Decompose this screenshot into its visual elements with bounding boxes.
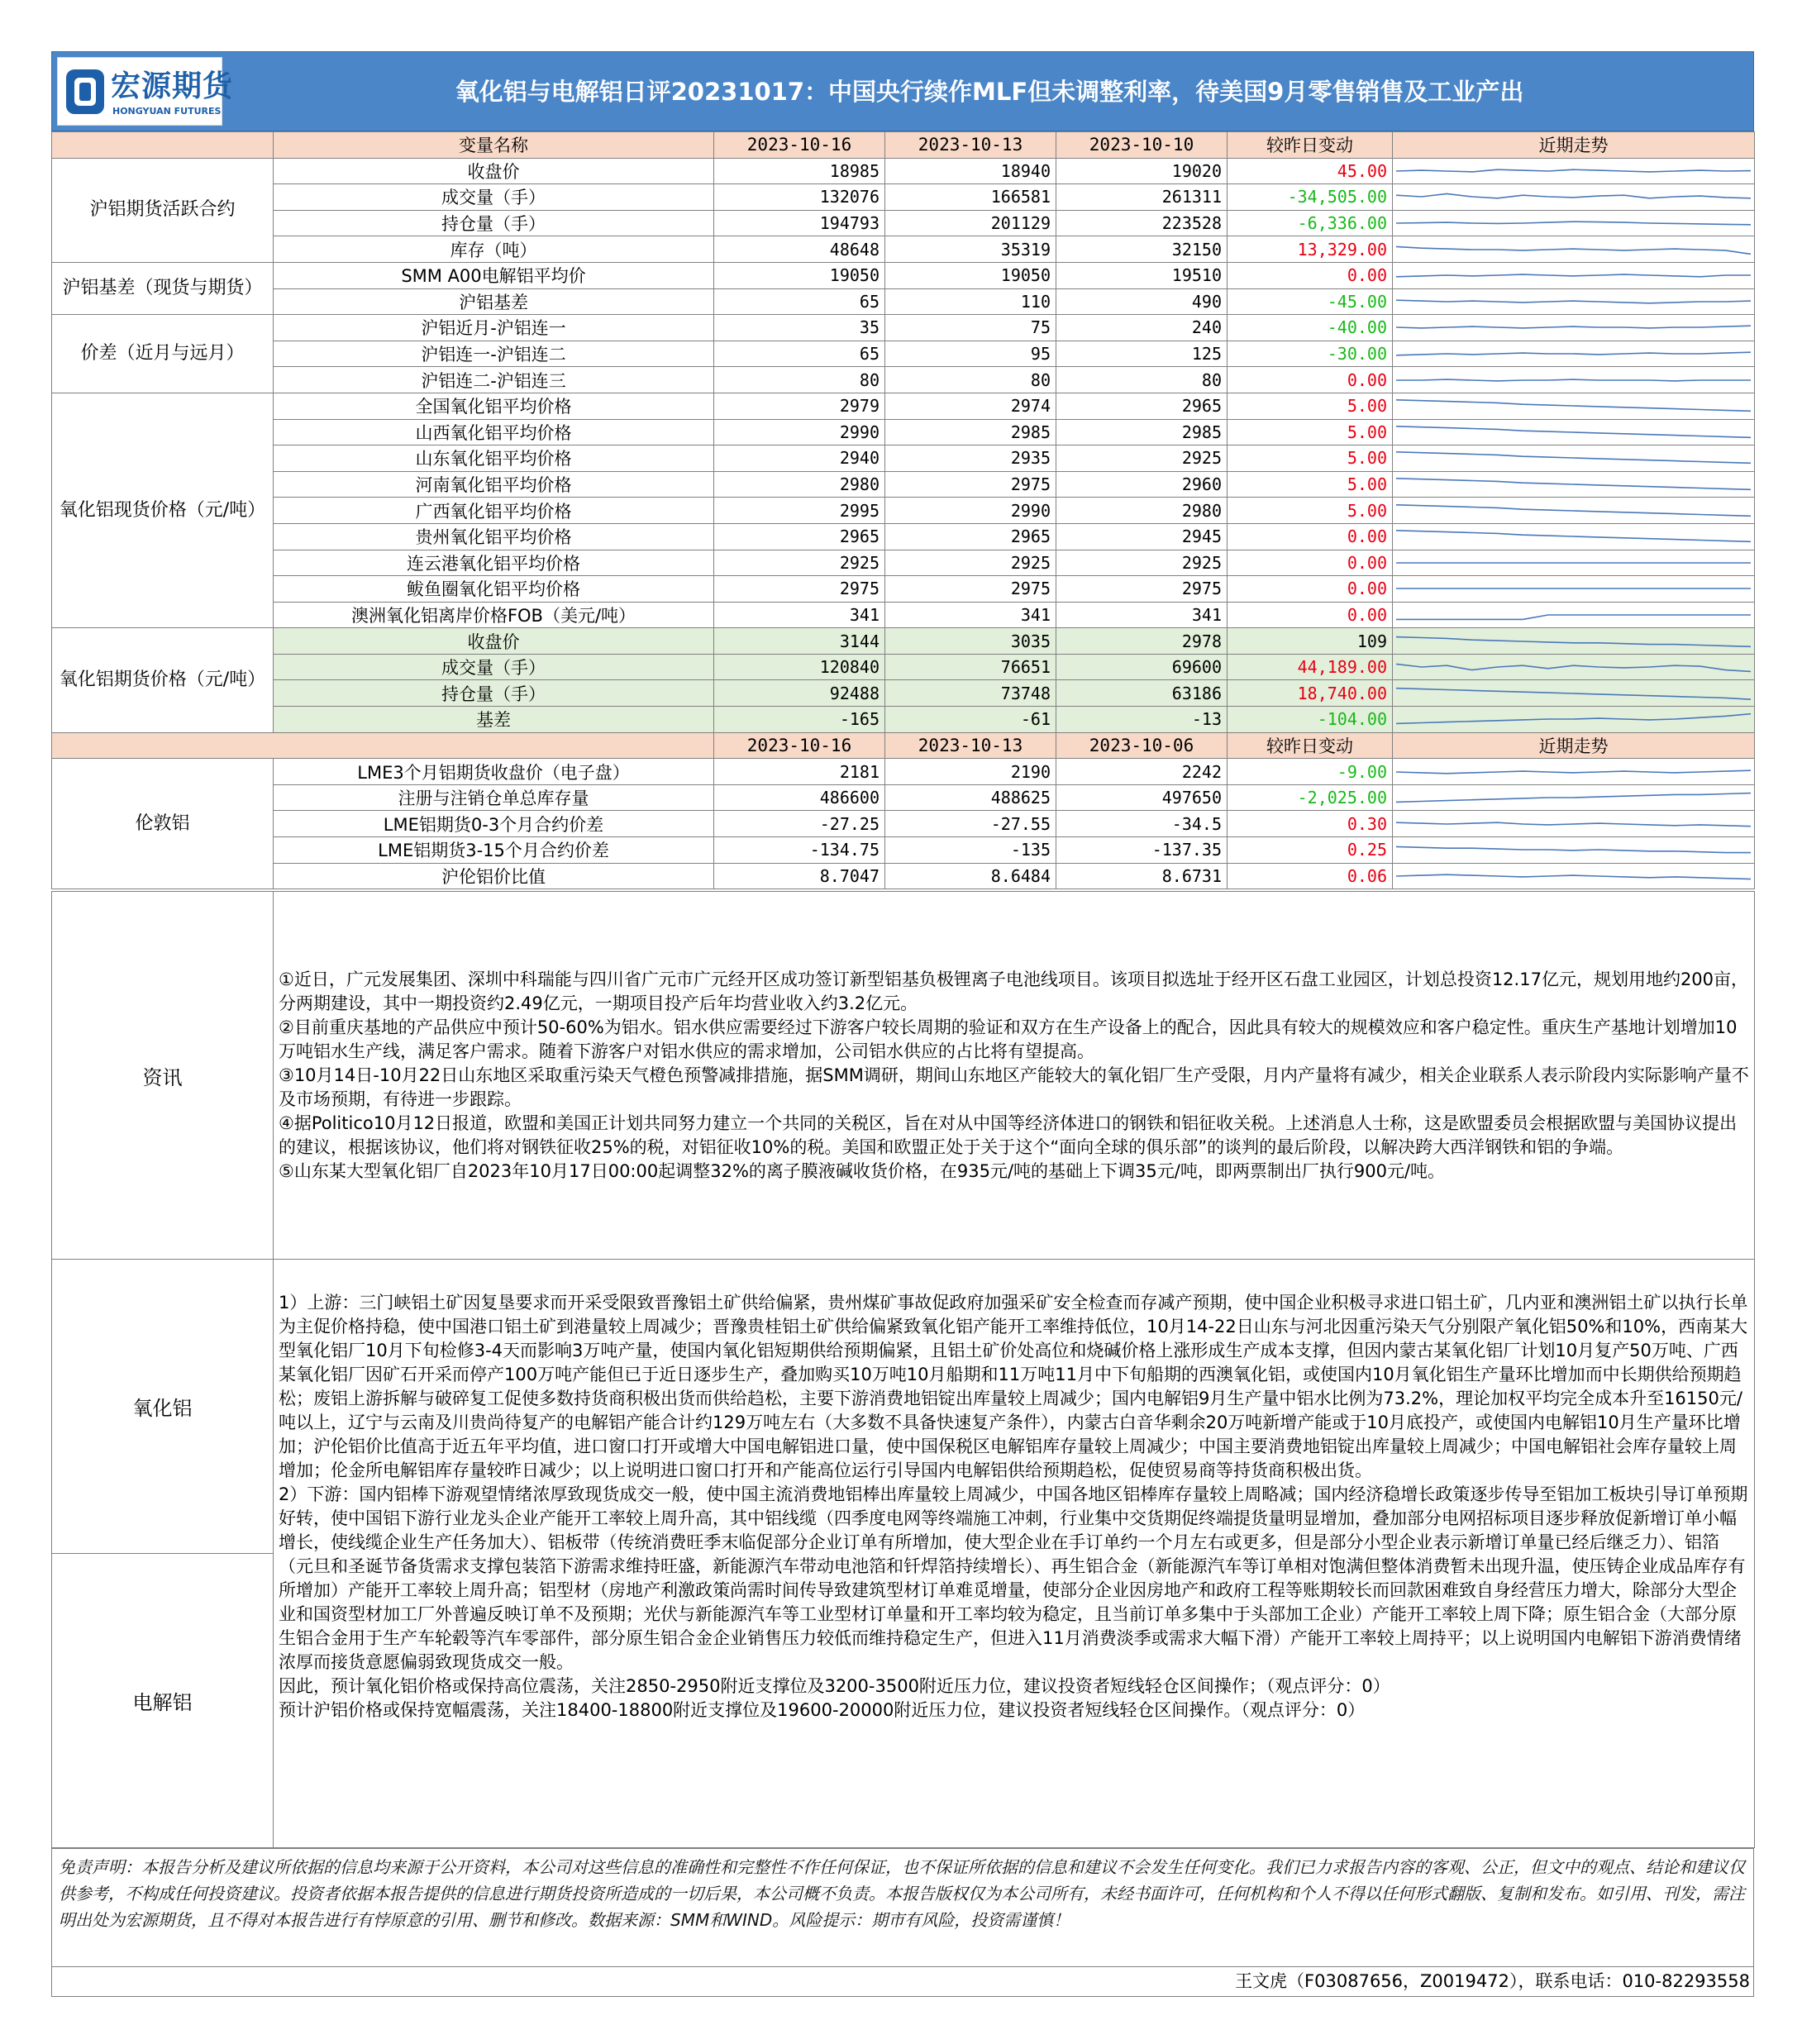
value-cell: -27.55 — [885, 811, 1056, 837]
value-cell: 497650 — [1056, 784, 1228, 811]
row-group-label: 伦敦铝 — [52, 759, 274, 889]
trend-line — [1396, 527, 1751, 546]
table-row — [52, 628, 1755, 655]
value-cell: 2979 — [714, 393, 885, 419]
trend-line — [1396, 502, 1751, 520]
variable-name: 连云港氧化铝平均价格 — [274, 550, 714, 576]
change-cell: 0.00 — [1228, 523, 1393, 550]
value-cell: 132076 — [714, 184, 885, 211]
header-cell: 近期走势 — [1393, 732, 1755, 759]
value-cell: 2975 — [1056, 576, 1228, 603]
trend-line — [1396, 632, 1751, 650]
trend-line — [1396, 318, 1751, 336]
header-cell: 近期走势 — [1393, 132, 1755, 159]
table-row — [52, 707, 1755, 733]
value-cell: 341 — [714, 602, 885, 628]
trend-sparkline — [1393, 315, 1755, 341]
hongyuan-logo-icon — [64, 66, 106, 117]
change-cell: 5.00 — [1228, 393, 1393, 419]
variable-name: 注册与注销仓单总库存量 — [274, 784, 714, 811]
table-row — [52, 158, 1755, 184]
commentary-table — [51, 891, 1755, 1848]
value-cell: 19050 — [714, 262, 885, 288]
value-cell: 201129 — [885, 210, 1056, 236]
variable-name: 沪铝连一-沪铝连二 — [274, 341, 714, 367]
market-data-table — [51, 131, 1755, 889]
trend-sparkline — [1393, 707, 1755, 733]
value-cell: 2980 — [1056, 498, 1228, 524]
header-cell: 2023-10-13 — [885, 732, 1056, 759]
trend-line — [1396, 214, 1751, 232]
change-cell: 5.00 — [1228, 445, 1393, 472]
variable-name: 广西氧化铝平均价格 — [274, 498, 714, 524]
value-cell: 2978 — [1056, 628, 1228, 655]
change-cell: -40.00 — [1228, 315, 1393, 341]
change-cell: 0.25 — [1228, 837, 1393, 864]
value-cell: 2990 — [885, 498, 1056, 524]
logo-text-cn: 宏源期货 — [111, 69, 234, 103]
header-corner — [52, 732, 714, 759]
change-cell: 109 — [1228, 628, 1393, 655]
value-cell: 2980 — [714, 471, 885, 498]
value-cell: 92488 — [714, 680, 885, 707]
trend-line — [1396, 293, 1751, 311]
trend-sparkline — [1393, 628, 1755, 655]
change-cell: 5.00 — [1228, 498, 1393, 524]
trend-line — [1396, 266, 1751, 284]
change-cell: 45.00 — [1228, 158, 1393, 184]
trend-sparkline — [1393, 419, 1755, 445]
value-cell: 32150 — [1056, 236, 1228, 263]
change-cell: 0.06 — [1228, 863, 1393, 889]
table-row — [52, 184, 1755, 211]
variable-name: LME3个月铝期货收盘价（电子盘） — [274, 759, 714, 785]
value-cell: 65 — [714, 288, 885, 315]
trend-line — [1396, 554, 1751, 572]
aluminum-outlook: 预计沪铝价格或保持宽幅震荡，关注18400-18800附近支撑位及19600-20000附近压力位，建议投资者短线轻仓区间操作。（观点评分：0） — [279, 1700, 1366, 1720]
trend-line — [1396, 815, 1751, 833]
trend-sparkline — [1393, 341, 1755, 367]
variable-name: 河南氧化铝平均价格 — [274, 471, 714, 498]
value-cell: 2925 — [885, 550, 1056, 576]
value-cell: 80 — [714, 367, 885, 393]
change-cell: 5.00 — [1228, 419, 1393, 445]
variable-name: 持仓量（手） — [274, 680, 714, 707]
table-row — [52, 288, 1755, 315]
variable-name: 成交量（手） — [274, 184, 714, 211]
change-cell: -9.00 — [1228, 759, 1393, 785]
trend-sparkline — [1393, 236, 1755, 263]
value-cell: 341 — [885, 602, 1056, 628]
trend-line — [1396, 162, 1751, 180]
table-row — [52, 471, 1755, 498]
change-cell: -2,025.00 — [1228, 784, 1393, 811]
value-cell: 110 — [885, 288, 1056, 315]
trend-sparkline — [1393, 811, 1755, 837]
variable-name: 贵州氧化铝平均价格 — [274, 523, 714, 550]
change-cell: 44,189.00 — [1228, 654, 1393, 680]
variable-name: 沪铝近月-沪铝连一 — [274, 315, 714, 341]
variable-name: 成交量（手） — [274, 654, 714, 680]
variable-name: 沪铝基差 — [274, 288, 714, 315]
table-row — [52, 341, 1755, 367]
change-cell: 0.00 — [1228, 576, 1393, 603]
trend-line — [1396, 475, 1751, 493]
table-row — [52, 550, 1755, 576]
value-cell: 73748 — [885, 680, 1056, 707]
trend-line — [1396, 867, 1751, 885]
downstream-analysis: 2）下游：国内铝棒下游观望情绪浓厚致现货成交一般，使中国主流消费地铝棒出库量较上周减少，中国各地区铝棒库存量较上周略减；国内经济稳增长政策逐步传导至铝加工板块引导订单预期好转，使中国铝下游行业龙头企业产能开工率较上周升高，其中铝线缆（四季度电网等终端施工冲刺，行业集中交货期促终端提货量明显增加，叠加部分电网招标项目逐步释放促新增订单小幅增长，使线缆企业生产任务加大）、铝板带（传统消费旺季末临促部分企业订单有所增加，使大型企业在手订单约一个月左右或更多，但是部分小型企业表示新增订单量已经后继乏力）、铝箔（元旦和圣诞节备货需求支撑包装箔下游需求维持旺盛，新能源汽车带动电池箔和钎焊箔持续增长）、再生铝合金（新能源汽车等订单相对饱满但整体消费暂未出现升温，使压铸企业成品库存有所增加）产能开工率较上周升高；铝型材（房地产利激政策尚需时间传导致建筑型材订单难觅增量，使部分企业因房地产和政府工程等账期较长而回款困难致自身经营压力增大，除部分大型企业和国资型材加工厂外普遍反映订单不及预期；光伏与新能源汽车等工业型材订单量和开工率均较为稳定，且当前订单多集中于头部加工企业）产能开工率较上周下降；原生铝合金（大部分原生铝合金用于生产车轮毂等汽车零部件，部分原生铝合金企业销售压力较低而维持稳定生产，但进入11月消费淡季或需求大幅下滑）产能开工率较上周持平；以上说明国内电解铝下游消费情绪浓厚而接货意愿偏弱致现货成交一般。 — [279, 1484, 1748, 1672]
trend-sparkline — [1393, 863, 1755, 889]
table-row — [52, 759, 1755, 785]
news-item: ②目前重庆基地的产品供应中预计50-60%为铝水。铝水供应需要经过下游客户较长周期的验证和双方在生产设备上的配合，因此具有较大的规模效应和客户稳定性。重庆生产基地计划增加10万吨铝水生产线，满足客户需求。随着下游客户对铝水供应的需求增加，公司铝水供应的占比将有望提高。 — [279, 1017, 1738, 1061]
table-row — [52, 315, 1755, 341]
table-row — [52, 863, 1755, 889]
value-cell: 341 — [1056, 602, 1228, 628]
value-cell: 490 — [1056, 288, 1228, 315]
row-group-label: 沪铝基差（现货与期货） — [52, 262, 274, 314]
value-cell: 223528 — [1056, 210, 1228, 236]
value-cell: 2960 — [1056, 471, 1228, 498]
trend-line — [1396, 841, 1751, 859]
value-cell: 2990 — [714, 419, 885, 445]
value-cell: 486600 — [714, 784, 885, 811]
value-cell: -137.35 — [1056, 837, 1228, 864]
variable-name: 山东氧化铝平均价格 — [274, 445, 714, 472]
value-cell: 75 — [885, 315, 1056, 341]
value-cell: 8.6484 — [885, 863, 1056, 889]
trend-line — [1396, 241, 1751, 259]
table-header-row — [52, 732, 1755, 759]
trend-sparkline — [1393, 498, 1755, 524]
variable-name: 澳洲氧化铝离岸价格FOB（美元/吨） — [274, 602, 714, 628]
trend-line — [1396, 188, 1751, 206]
notes-group-label: 电解铝 — [52, 1554, 274, 1848]
trend-sparkline — [1393, 602, 1755, 628]
analyst-contact: 王文虎（F03087656，Z0019472），联系电话：010-82293558 — [51, 1967, 1754, 1997]
value-cell: 2935 — [885, 445, 1056, 472]
value-cell: 2974 — [885, 393, 1056, 419]
disclaimer: 免责声明：本报告分析及建议所依据的信息均来源于公开资料，本公司对这些信息的准确性和完整性不作任何保证，也不保证所依据的信息和建议不会发生任何变化。我们已力求报告内容的客观、公正，但文中的观点、结论和建议仅供参考，不构成任何投资建议。投资者依据本报告提供的信息进行期货投资所造成的一切后果，本公司概不负责。本报告版权仅为本公司所有，未经书面许可，任何机构和个人不得以任何形式翻版、复制和发布。如引用、刊发，需注明出处为宏源期货，且不得对本报告进行有悖原意的引用、删节和修改。数据来源：SMM和WIND。风险提示：期市有风险，投资需谨慎！ — [51, 1848, 1754, 1967]
table-row — [52, 445, 1755, 472]
change-cell: 0.00 — [1228, 602, 1393, 628]
value-cell: -61 — [885, 707, 1056, 733]
value-cell: 3035 — [885, 628, 1056, 655]
value-cell: 2181 — [714, 759, 885, 785]
variable-name: 基差 — [274, 707, 714, 733]
trend-line — [1396, 789, 1751, 807]
value-cell: 69600 — [1056, 654, 1228, 680]
trend-line — [1396, 449, 1751, 467]
table-row — [52, 837, 1755, 864]
trend-sparkline — [1393, 680, 1755, 707]
trend-sparkline — [1393, 523, 1755, 550]
value-cell: 125 — [1056, 341, 1228, 367]
table-header-row — [52, 132, 1755, 159]
trend-line — [1396, 579, 1751, 598]
variable-name: 鲅鱼圈氧化铝平均价格 — [274, 576, 714, 603]
trend-sparkline — [1393, 550, 1755, 576]
value-cell: 194793 — [714, 210, 885, 236]
table-row — [52, 419, 1755, 445]
value-cell: 2975 — [885, 576, 1056, 603]
table-row — [52, 602, 1755, 628]
value-cell: 2975 — [714, 576, 885, 603]
value-cell: 2995 — [714, 498, 885, 524]
value-cell: 76651 — [885, 654, 1056, 680]
header-corner — [52, 132, 274, 159]
variable-name: LME铝期货3-15个月合约价差 — [274, 837, 714, 864]
trend-sparkline — [1393, 576, 1755, 603]
header-cell: 2023-10-16 — [714, 732, 885, 759]
variable-name: LME铝期货0-3个月合约价差 — [274, 811, 714, 837]
row-group-label: 价差（近月与远月） — [52, 315, 274, 393]
value-cell: -165 — [714, 707, 885, 733]
header-cell: 较昨日变动 — [1228, 732, 1393, 759]
change-cell: -6,336.00 — [1228, 210, 1393, 236]
table-row — [52, 367, 1755, 393]
trend-sparkline — [1393, 210, 1755, 236]
variable-name: SMM A00电解铝平均价 — [274, 262, 714, 288]
header-cell: 2023-10-06 — [1056, 732, 1228, 759]
table-row — [52, 498, 1755, 524]
trend-sparkline — [1393, 393, 1755, 419]
value-cell: 19050 — [885, 262, 1056, 288]
trend-line — [1396, 658, 1751, 676]
trend-sparkline — [1393, 367, 1755, 393]
change-cell: -30.00 — [1228, 341, 1393, 367]
value-cell: 2242 — [1056, 759, 1228, 785]
table-row — [52, 262, 1755, 288]
variable-name: 收盘价 — [274, 628, 714, 655]
table-row — [52, 523, 1755, 550]
value-cell: 2945 — [1056, 523, 1228, 550]
value-cell: 166581 — [885, 184, 1056, 211]
value-cell: 2985 — [885, 419, 1056, 445]
logo-text-en: HONGYUAN FUTURES — [112, 106, 222, 117]
value-cell: 3144 — [714, 628, 885, 655]
trend-line — [1396, 397, 1751, 415]
value-cell: 19020 — [1056, 158, 1228, 184]
header-cell: 2023-10-13 — [885, 132, 1056, 159]
value-cell: -13 — [1056, 707, 1228, 733]
news-section — [274, 892, 1755, 1260]
table-row — [52, 576, 1755, 603]
variable-name: 收盘价 — [274, 158, 714, 184]
value-cell: 2925 — [714, 550, 885, 576]
value-cell: 80 — [1056, 367, 1228, 393]
trend-line — [1396, 606, 1751, 624]
trend-line — [1396, 710, 1751, 728]
variable-name: 持仓量（手） — [274, 210, 714, 236]
report-title: 氧化铝与电解铝日评20231017：中国央行续作MLF但未调整利率，待美国9月零售销售及工业产出 — [455, 78, 1524, 106]
change-cell: 5.00 — [1228, 471, 1393, 498]
table-row — [52, 784, 1755, 811]
value-cell: -34.5 — [1056, 811, 1228, 837]
header-cell: 变量名称 — [274, 132, 714, 159]
trend-line — [1396, 763, 1751, 781]
value-cell: 2965 — [714, 523, 885, 550]
trend-sparkline — [1393, 759, 1755, 785]
value-cell: -27.25 — [714, 811, 885, 837]
row-group-label: 氧化铝现货价格（元/吨） — [52, 393, 274, 627]
table-row — [52, 210, 1755, 236]
value-cell: 18940 — [885, 158, 1056, 184]
trend-sparkline — [1393, 471, 1755, 498]
analysis-section — [274, 1260, 1755, 1848]
change-cell: 0.00 — [1228, 262, 1393, 288]
trend-line — [1396, 371, 1751, 389]
table-row — [52, 811, 1755, 837]
table-row — [52, 393, 1755, 419]
notes-group-label: 资讯 — [52, 892, 274, 1260]
value-cell: 240 — [1056, 315, 1228, 341]
trend-sparkline — [1393, 262, 1755, 288]
variable-name: 沪铝连二-沪铝连三 — [274, 367, 714, 393]
change-cell: 0.00 — [1228, 550, 1393, 576]
header-cell: 较昨日变动 — [1228, 132, 1393, 159]
trend-sparkline — [1393, 445, 1755, 472]
variable-name: 库存（吨） — [274, 236, 714, 263]
variable-name: 全国氧化铝平均价格 — [274, 393, 714, 419]
value-cell: 2925 — [1056, 445, 1228, 472]
value-cell: 2925 — [1056, 550, 1228, 576]
change-cell: 0.00 — [1228, 367, 1393, 393]
value-cell: 19510 — [1056, 262, 1228, 288]
news-item: ④据Politico10月12日报道，欧盟和美国正计划共同努力建立一个共同的关税区，旨在对从中国等经济体进口的钢铁和铝征收关税。上述消息人士称，这是欧盟委员会根据欧盟与美国协议提出的建议，根据该协议，他们将对钢铁征收25%的税，对铝征收10%的税。美国和欧盟正处于关于这个“面向全球的俱乐部”的谈判的最后阶段，以解决跨大西洋钢铁和铝的争端。 — [279, 1113, 1738, 1157]
value-cell: 2975 — [885, 471, 1056, 498]
value-cell: 48648 — [714, 236, 885, 263]
value-cell: 2965 — [885, 523, 1056, 550]
trend-line — [1396, 423, 1751, 441]
news-item: ③10月14日-10月22日山东地区采取重污染天气橙色预警减排措施，据SMM调研，期间山东地区产能较大的氧化铝厂生产受限，月内产量将有减少，相关企业联系人表示阶段内实际影响产量不及市场预期，有待进一步跟踪。 — [279, 1065, 1749, 1109]
variable-name: 沪伦铝价比值 — [274, 863, 714, 889]
value-cell: 261311 — [1056, 184, 1228, 211]
change-cell: 18,740.00 — [1228, 680, 1393, 707]
value-cell: 65 — [714, 341, 885, 367]
value-cell: 2190 — [885, 759, 1056, 785]
row-group-label: 沪铝期货活跃合约 — [52, 158, 274, 262]
value-cell: 2985 — [1056, 419, 1228, 445]
change-cell: -45.00 — [1228, 288, 1393, 315]
header-cell: 2023-10-16 — [714, 132, 885, 159]
value-cell: 8.6731 — [1056, 863, 1228, 889]
trend-sparkline — [1393, 158, 1755, 184]
change-cell: -104.00 — [1228, 707, 1393, 733]
value-cell: 95 — [885, 341, 1056, 367]
change-cell: 13,329.00 — [1228, 236, 1393, 263]
table-row — [52, 680, 1755, 707]
trend-line — [1396, 684, 1751, 703]
news-item: ①近日，广元发展集团、深圳中科瑞能与四川省广元市广元经开区成功签订新型铝基负极锂离子电池线项目。该项目拟选址于经开区石盘工业园区，计划总投资12.17亿元，规划用地约200亩，分两期建设，其中一期投资约2.49亿元，一期项目投产后年均营业收入约3.2亿元。 — [279, 969, 1749, 1013]
table-row — [52, 654, 1755, 680]
news-item: ⑤山东某大型氧化铝厂自2023年10月17日00:00起调整32%的离子膜液碱收货价格，在935元/吨的基础上下调35元/吨，即两票制出厂执行900元/吨。 — [279, 1160, 1446, 1181]
value-cell: 8.7047 — [714, 863, 885, 889]
change-cell: 0.30 — [1228, 811, 1393, 837]
value-cell: 18985 — [714, 158, 885, 184]
upstream-analysis: 1）上游：三门峡铝土矿因复垦要求而开采受限致晋豫铝土矿供给偏紧，贵州煤矿事故促政府加强采矿安全检查而存减产预期，使中国企业积极寻求进口铝土矿，几内亚和澳洲铝土矿以执行长单为主促价格持稳，使中国港口铝土矿到港量较上周减少；晋豫贵桂铝土矿供给偏紧致氧化铝产能开工率维持低位，10月14-22日山东与河北因重污染天气分别限产氧化铝50%和10%，西南某大型氧化铝厂10月下旬检修3-4天而影响3万吨产量，使国内氧化铝短期供给预期偏紧，且铝土矿价处高位和烧碱价格上涨形成生产成本支撑，但因内蒙古某氧化铝厂计划10月复产50万吨、广西某氧化铝厂因矿石开采而停产100万吨产能但已于近日逐步生产，叠加购买10万吨10月船期和11万吨11月中下旬船期的西澳氧化铝，或使国内10月氧化铝生产量环比增加而中长期供给预期趋松；废铝上游拆解与破碎复工促使多数持货商积极出货而供给趋松，主要下游消费地铝锭出库量较上周减少；国内电解铝9月生产量中铝水比例为73.2%，理论加权平均完全成本升至16150元/吨以上，辽宁与云南及川贵尚待复产的电解铝产能合计约129万吨左右（大多数不具备快速复产条件），内蒙古白音华剩余20万吨新增产能或于10月底投产，或使国内电解铝10月生产量环比增加；沪伦铝价比值高于近五年平均值，进口窗口打开或增大中国电解铝进口量，使中国保税区电解铝库存量较上周减少；中国主要消费地铝锭出库量较上周减少；中国电解铝社会库存量较上周增加；伦金所电解铝库存量较昨日减少；以上说明进口窗口打开和产能高位运行引导国内电解铝供给预期趋松，促使贸易商等持货商积极出货。 — [279, 1293, 1748, 1480]
value-cell: 80 — [885, 367, 1056, 393]
trend-line — [1396, 345, 1751, 363]
value-cell: -134.75 — [714, 837, 885, 864]
value-cell: -135 — [885, 837, 1056, 864]
report-header — [51, 51, 1754, 131]
value-cell: 120840 — [714, 654, 885, 680]
trend-sparkline — [1393, 654, 1755, 680]
trend-sparkline — [1393, 837, 1755, 864]
value-cell: 2965 — [1056, 393, 1228, 419]
value-cell: 2940 — [714, 445, 885, 472]
change-cell: -34,505.00 — [1228, 184, 1393, 211]
trend-sparkline — [1393, 184, 1755, 211]
table-row — [52, 236, 1755, 263]
value-cell: 488625 — [885, 784, 1056, 811]
value-cell: 63186 — [1056, 680, 1228, 707]
row-group-label: 氧化铝期货价格（元/吨） — [52, 628, 274, 732]
trend-sparkline — [1393, 288, 1755, 315]
value-cell: 35319 — [885, 236, 1056, 263]
company-logo — [57, 57, 234, 126]
header-cell: 2023-10-10 — [1056, 132, 1228, 159]
variable-name: 山西氧化铝平均价格 — [274, 419, 714, 445]
value-cell: 35 — [714, 315, 885, 341]
trend-sparkline — [1393, 784, 1755, 811]
notes-group-label: 氧化铝 — [52, 1260, 274, 1554]
alumina-outlook: 因此，预计氧化铝价格或保持高位震荡，关注2850-2950附近支撑位及3200-3500附近压力位，建议投资者短线轻仓区间操作；（观点评分：0） — [279, 1676, 1390, 1696]
